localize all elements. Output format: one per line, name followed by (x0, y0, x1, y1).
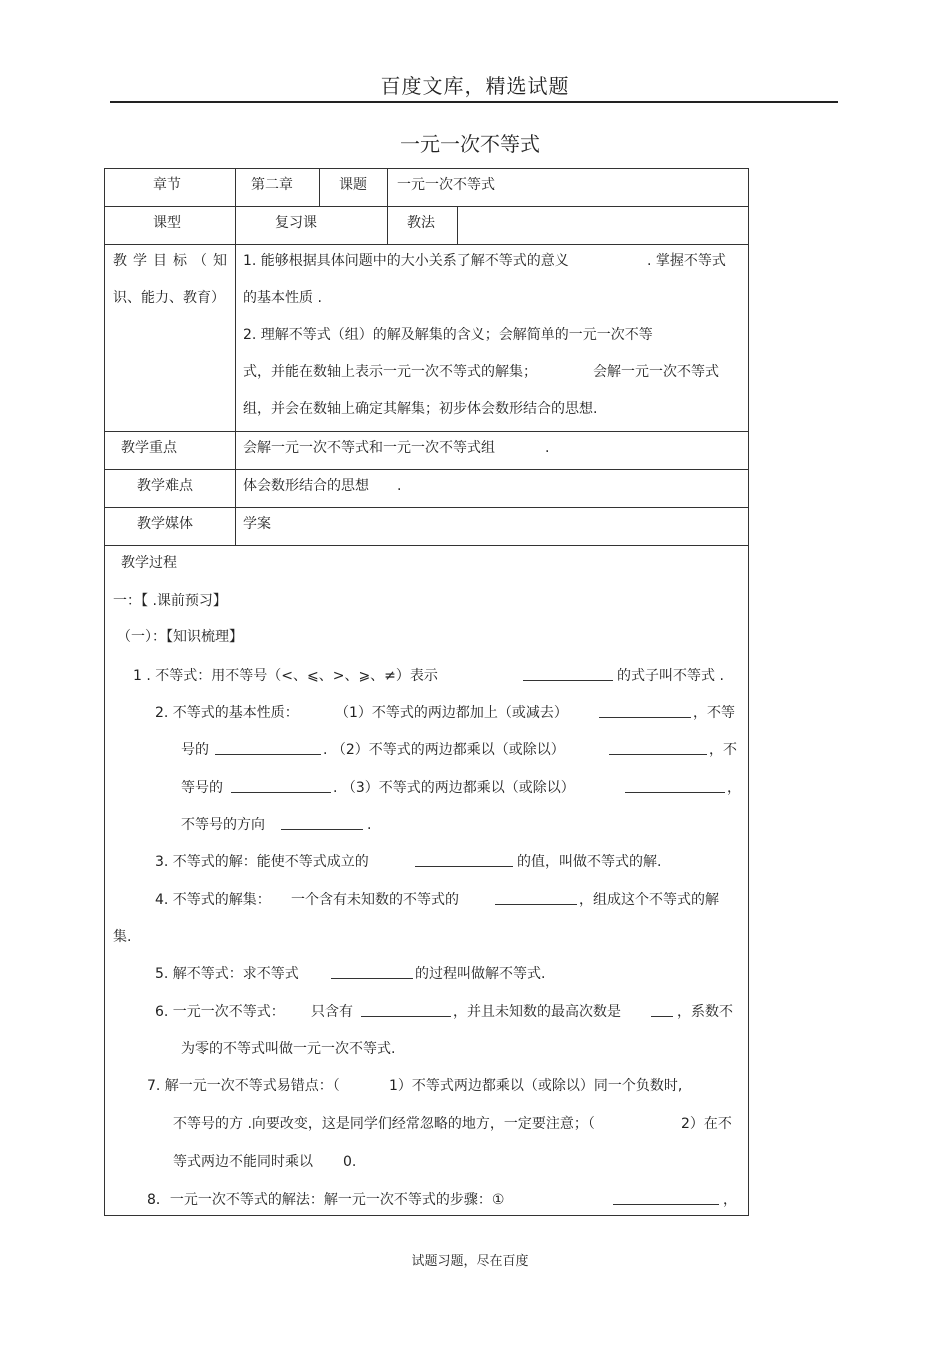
item-4-text: 4. 不等式的解集： (155, 892, 271, 908)
row-divider (105, 469, 748, 470)
item-2-text: （1）不等式的两边都加上（或减去） (335, 705, 568, 721)
goals-label-line2: 识、能力、教育） (113, 290, 225, 306)
preview-section-heading: 一：【 .课前预习】 (113, 593, 227, 609)
item-4-text: ，组成这个不等式的解 (579, 892, 719, 908)
row-divider (105, 206, 748, 207)
row-divider (105, 431, 748, 432)
item-4-text: 集. (113, 929, 132, 945)
item-7-text: 1）不等式两边都乘以（或除以）同一个负数时, (389, 1078, 683, 1094)
goals-line: 2. 理解不等式（组）的解及解集的含义；会解简单的一元一次不等 (243, 327, 653, 343)
row-divider (105, 244, 748, 245)
item-2-text: 等号的 (181, 780, 223, 796)
column-divider (457, 206, 458, 244)
item-6-text: 为零的不等式叫做一元一次不等式. (181, 1041, 396, 1057)
item-7-text: 不等号的方 .向要改变，这是同学们经常忽略的地方，一定要注意；（ (173, 1116, 595, 1132)
item-4-text: 一个含有未知数的不等式的 (291, 892, 459, 908)
item-2-text: ，不 (709, 742, 737, 758)
blank (495, 890, 577, 911)
page-footer: 试题习题，尽在百度 (411, 1254, 529, 1269)
item-7-text: 0. (343, 1154, 357, 1170)
blank (609, 740, 707, 761)
item-6-text: 只含有 (311, 1004, 353, 1020)
row-divider (105, 545, 748, 546)
blank (361, 1002, 451, 1023)
item-2-text: 2. 不等式的基本性质： (155, 705, 299, 721)
goals-line: 式，并能在数轴上表示一元一次不等式的解集； (243, 364, 537, 380)
blank (625, 778, 725, 799)
goals-line: . 掌握不等式 (647, 253, 726, 269)
row-divider (105, 507, 748, 508)
item-2-text: 号的 (181, 742, 209, 758)
item-3-text: 3. 不等式的解：能使不等式成立的 (155, 854, 369, 870)
difficulty-tail: . (397, 478, 402, 494)
goals-label-line1: 教学目标（知 (113, 253, 233, 269)
blank (651, 1002, 673, 1023)
document-title: 一元一次不等式 (400, 132, 540, 156)
item-2-text: 不等号的方向 (181, 817, 265, 833)
item-3-text: 的值，叫做不等式的解. (517, 854, 662, 870)
knowledge-review-heading: （一）：【知识梳理】 (117, 629, 243, 645)
media-label: 教学媒体 (137, 516, 193, 532)
blank (331, 964, 413, 985)
lesson-type-value: 复习课 (275, 215, 317, 231)
item-2-text: . （3）不等式的两边都乘以（或除以） (333, 780, 575, 796)
blank (599, 703, 691, 724)
item-7-text: 2）在不 (681, 1116, 732, 1132)
item-8-text: 8．一元一次不等式的解法：解一元一次不等式的步骤：① (147, 1192, 505, 1208)
column-divider (387, 169, 388, 244)
blank (415, 852, 513, 873)
key-point-tail: . (545, 440, 550, 456)
topic-label: 课题 (339, 177, 367, 193)
item-2-text: ， (727, 780, 741, 796)
lesson-type-label: 课型 (153, 215, 181, 231)
process-title: 教学过程 (121, 555, 177, 571)
blank (613, 1190, 719, 1211)
page-header-title: 百度文库，精选试题 (380, 74, 570, 98)
key-point-label: 教学重点 (121, 440, 177, 456)
difficulty-label: 教学难点 (137, 478, 193, 494)
chapter-label: 章节 (153, 177, 181, 193)
lesson-plan-table (104, 168, 749, 1216)
blank (215, 740, 321, 761)
item-2-text: ，不等 (693, 705, 735, 721)
topic-value: 一元一次不等式 (397, 177, 495, 193)
column-divider (235, 169, 236, 545)
blank (523, 666, 613, 687)
blank (231, 778, 331, 799)
item-5-text: 的过程叫做解不等式. (415, 966, 546, 982)
goals-line: 会解一元一次不等式 (593, 364, 719, 380)
method-label: 教法 (407, 215, 435, 231)
item-2-text: . （2）不等式的两边都乘以（或除以） (323, 742, 565, 758)
item-1-text: 1 . 不等式：用不等号（<、⩽、>、⩾、≠）表示 (133, 668, 438, 684)
goals-line: 1. 能够根据具体问题中的大小关系了解不等式的意义 (243, 253, 569, 269)
item-8-text: ， (723, 1192, 737, 1208)
goals-line: 的基本性质 . (243, 290, 322, 306)
item-5-text: 5. 解不等式：求不等式 (155, 966, 299, 982)
blank (281, 815, 363, 836)
difficulty-value: 体会数形结合的思想 (243, 478, 369, 494)
column-divider (319, 169, 320, 206)
item-6-text: ，系数不 (677, 1004, 733, 1020)
key-point-value: 会解一元一次不等式和一元一次不等式组 (243, 440, 495, 456)
media-value: 学案 (243, 516, 271, 532)
header-divider (110, 101, 838, 103)
item-6-text: ，并且未知数的最高次数是 (453, 1004, 621, 1020)
chapter-value: 第二章 (251, 177, 293, 193)
goals-line: 组，并会在数轴上确定其解集；初步体会数形结合的思想. (243, 401, 598, 417)
item-7-text: 等式两边不能同时乘以 (173, 1154, 313, 1170)
item-2-text: . (367, 817, 372, 833)
item-6-text: 6. 一元一次不等式： (155, 1004, 285, 1020)
item-1-text: 的式子叫不等式 . (617, 668, 724, 684)
item-7-text: 7. 解一元一次不等式易错点：（ (147, 1078, 340, 1094)
